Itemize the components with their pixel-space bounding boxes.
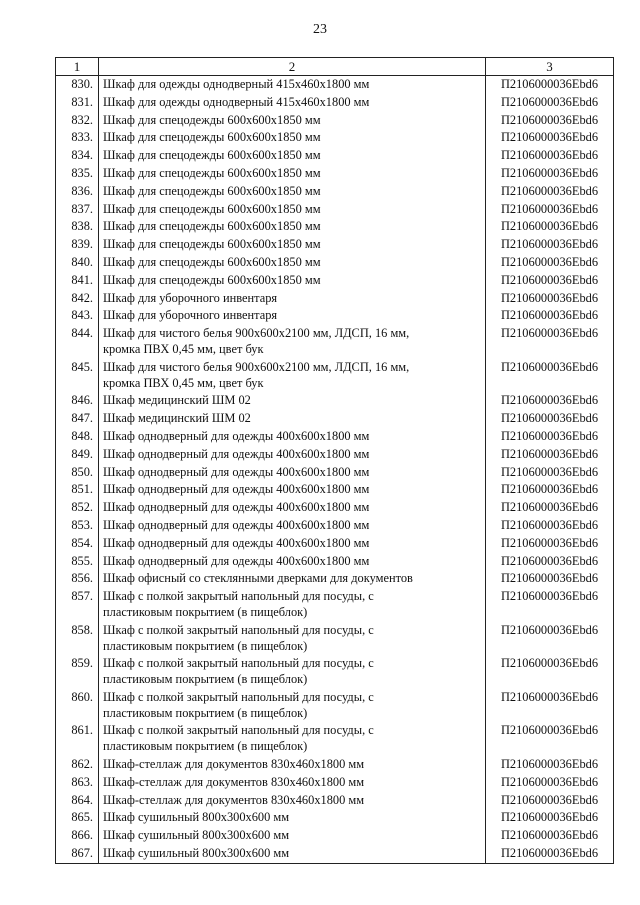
item-name-cell (99, 827, 486, 845)
table-row (56, 94, 614, 112)
item-code: П2106000036Ebd6 (486, 129, 614, 147)
item-name-cell (99, 845, 486, 863)
item-name: Шкаф сушильный 800x300x600 мм (103, 846, 290, 861)
row-number: 833. (56, 129, 99, 147)
item-name: Шкаф для спецодежды 600x600x1850 мм (103, 165, 321, 180)
item-name-cell (99, 622, 486, 656)
item-name-cell (99, 588, 486, 622)
item-name-cell (99, 94, 486, 112)
row-number: 842. (56, 290, 99, 308)
table-row (56, 689, 614, 723)
item-name: Шкаф сушильный 800x300x600 мм (103, 810, 290, 825)
item-name-cell (99, 774, 486, 792)
row-number: 861. (56, 722, 99, 756)
table-row (56, 307, 614, 325)
row-number: 835. (56, 165, 99, 183)
item-code: П2106000036Ebd6 (486, 290, 614, 308)
item-code: П2106000036Ebd6 (486, 464, 614, 482)
row-number: 847. (56, 410, 99, 428)
item-name: Шкаф для спецодежды 600x600x1850 мм (103, 219, 321, 234)
item-name: Шкаф с полкой закрытый напольный для посуды, с пластиковым покрытием (в пищеблок) (103, 589, 374, 620)
row-number: 863. (56, 774, 99, 792)
item-code: П2106000036Ebd6 (486, 689, 614, 723)
row-number: 859. (56, 655, 99, 689)
table-row (56, 481, 614, 499)
row-number: 843. (56, 307, 99, 325)
item-name: Шкаф для спецодежды 600x600x1850 мм (103, 272, 321, 287)
row-number: 837. (56, 201, 99, 219)
table-row (56, 183, 614, 201)
table-row (56, 428, 614, 446)
row-number: 844. (56, 325, 99, 359)
table-row (56, 236, 614, 254)
item-name-cell (99, 218, 486, 236)
item-name-cell (99, 272, 486, 290)
item-name-cell (99, 183, 486, 201)
table-row (56, 392, 614, 410)
column-header-name: 2 (99, 58, 486, 76)
row-number: 855. (56, 553, 99, 571)
table-row (56, 410, 614, 428)
item-name-cell (99, 464, 486, 482)
row-number: 867. (56, 845, 99, 863)
item-code: П2106000036Ebd6 (486, 392, 614, 410)
row-number: 862. (56, 756, 99, 774)
item-name: Шкаф медицинский ШМ 02 (103, 393, 251, 408)
item-name: Шкаф для спецодежды 600x600x1850 мм (103, 237, 321, 252)
row-number: 852. (56, 499, 99, 517)
table-row (56, 254, 614, 272)
item-name-cell (99, 481, 486, 499)
table-row (56, 290, 614, 308)
table-row (56, 655, 614, 689)
row-number: 830. (56, 76, 99, 94)
table-row (56, 809, 614, 827)
item-code: П2106000036Ebd6 (486, 272, 614, 290)
item-name: Шкаф-стеллаж для документов 830x460x1800 мм (103, 792, 365, 807)
item-code: П2106000036Ebd6 (486, 722, 614, 756)
item-name-cell (99, 76, 486, 94)
item-name-cell (99, 570, 486, 588)
item-name: Шкаф сушильный 800x300x600 мм (103, 828, 290, 843)
item-code: П2106000036Ebd6 (486, 809, 614, 827)
row-number: 834. (56, 147, 99, 165)
item-code: П2106000036Ebd6 (486, 410, 614, 428)
item-name-cell (99, 325, 486, 359)
table-row (56, 722, 614, 756)
item-code: П2106000036Ebd6 (486, 446, 614, 464)
table-row (56, 272, 614, 290)
item-name: Шкаф для спецодежды 600x600x1850 мм (103, 254, 321, 269)
table-header (56, 58, 614, 76)
item-code: П2106000036Ebd6 (486, 517, 614, 535)
item-code: П2106000036Ebd6 (486, 325, 614, 359)
item-name-cell (99, 410, 486, 428)
item-code: П2106000036Ebd6 (486, 307, 614, 325)
column-header-code: 3 (486, 58, 614, 76)
row-number: 848. (56, 428, 99, 446)
item-code: П2106000036Ebd6 (486, 218, 614, 236)
table-row (56, 112, 614, 130)
row-number: 840. (56, 254, 99, 272)
table-row (56, 588, 614, 622)
row-number: 851. (56, 481, 99, 499)
table-row (56, 325, 614, 359)
item-name-cell (99, 359, 486, 393)
item-name: Шкаф для спецодежды 600x600x1850 мм (103, 183, 321, 198)
item-name-cell (99, 655, 486, 689)
item-name: Шкаф для одежды однодверный 415x460x1800 мм (103, 94, 370, 109)
item-code: П2106000036Ebd6 (486, 201, 614, 219)
item-name: Шкаф однодверный для одежды 400x600x1800 мм (103, 428, 370, 443)
item-name-cell (99, 290, 486, 308)
row-number: 856. (56, 570, 99, 588)
row-number: 854. (56, 535, 99, 553)
row-number: 860. (56, 689, 99, 723)
item-name-cell (99, 201, 486, 219)
item-code: П2106000036Ebd6 (486, 428, 614, 446)
table-row (56, 517, 614, 535)
item-code: П2106000036Ebd6 (486, 535, 614, 553)
item-code: П2106000036Ebd6 (486, 845, 614, 863)
table-row (56, 359, 614, 393)
table-row (56, 827, 614, 845)
item-name-cell (99, 307, 486, 325)
item-name-cell (99, 689, 486, 723)
page-number: 23 (313, 22, 327, 37)
item-name: Шкаф с полкой закрытый напольный для посуды, с пластиковым покрытием (в пищеблок) (103, 689, 374, 720)
table-row (56, 499, 614, 517)
item-code: П2106000036Ebd6 (486, 94, 614, 112)
item-code: П2106000036Ebd6 (486, 236, 614, 254)
item-code: П2106000036Ebd6 (486, 183, 614, 201)
item-code: П2106000036Ebd6 (486, 254, 614, 272)
row-number: 836. (56, 183, 99, 201)
item-name: Шкаф для одежды однодверный 415x460x1800 мм (103, 77, 370, 91)
item-name: Шкаф однодверный для одежды 400x600x1800 мм (103, 464, 370, 479)
item-name: Шкаф-стеллаж для документов 830x460x1800 мм (103, 774, 365, 789)
item-name-cell (99, 147, 486, 165)
row-number: 866. (56, 827, 99, 845)
row-number: 857. (56, 588, 99, 622)
row-number: 841. (56, 272, 99, 290)
item-name-cell (99, 446, 486, 464)
item-name: Шкаф офисный со стеклянными дверками для документов (103, 571, 413, 586)
item-code: П2106000036Ebd6 (486, 774, 614, 792)
item-name: Шкаф для спецодежды 600x600x1850 мм (103, 112, 321, 127)
table-row (56, 201, 614, 219)
table-row (56, 76, 614, 94)
table-row (56, 464, 614, 482)
item-name: Шкаф для чистого белья 900x600x2100 мм, ЛДСП, 16 мм, кромка ПВХ 0,45 мм, цвет бук (103, 359, 410, 390)
item-code: П2106000036Ebd6 (486, 792, 614, 810)
item-code: П2106000036Ebd6 (486, 165, 614, 183)
item-name: Шкаф медицинский ШМ 02 (103, 411, 251, 426)
item-code: П2106000036Ebd6 (486, 147, 614, 165)
item-name-cell (99, 756, 486, 774)
item-name-cell (99, 517, 486, 535)
item-name: Шкаф с полкой закрытый напольный для посуды, с пластиковым покрытием (в пищеблок) (103, 656, 374, 687)
item-name: Шкаф для спецодежды 600x600x1850 мм (103, 130, 321, 145)
item-code: П2106000036Ebd6 (486, 570, 614, 588)
items-table (55, 57, 614, 864)
table-row (56, 570, 614, 588)
table-row (56, 446, 614, 464)
item-code: П2106000036Ebd6 (486, 112, 614, 130)
item-name: Шкаф однодверный для одежды 400x600x1800 мм (103, 446, 370, 461)
item-name-cell (99, 165, 486, 183)
item-name-cell (99, 112, 486, 130)
item-code: П2106000036Ebd6 (486, 481, 614, 499)
item-name-cell (99, 428, 486, 446)
item-name: Шкаф для чистого белья 900x600x2100 мм, ЛДСП, 16 мм, кромка ПВХ 0,45 мм, цвет бук (103, 326, 410, 357)
item-name: Шкаф однодверный для одежды 400x600x1800 мм (103, 500, 370, 515)
table-row (56, 756, 614, 774)
row-number: 845. (56, 359, 99, 393)
item-name: Шкаф для уборочного инвентаря (103, 290, 278, 305)
item-code: П2106000036Ebd6 (486, 499, 614, 517)
row-number: 831. (56, 94, 99, 112)
item-code: П2106000036Ebd6 (486, 359, 614, 393)
row-number: 846. (56, 392, 99, 410)
table-row (56, 774, 614, 792)
row-number: 865. (56, 809, 99, 827)
item-name-cell (99, 792, 486, 810)
table-row (56, 792, 614, 810)
item-name: Шкаф для уборочного инвентаря (103, 308, 278, 323)
item-name: Шкаф с полкой закрытый напольный для посуды, с пластиковым покрытием (в пищеблок) (103, 723, 374, 754)
row-number: 849. (56, 446, 99, 464)
item-code: П2106000036Ebd6 (486, 827, 614, 845)
item-name-cell (99, 553, 486, 571)
row-number: 864. (56, 792, 99, 810)
table-row (56, 845, 614, 863)
row-number: 839. (56, 236, 99, 254)
item-name-cell (99, 499, 486, 517)
table-body (56, 76, 614, 864)
row-number: 853. (56, 517, 99, 535)
item-name-cell (99, 254, 486, 272)
column-header-number: 1 (56, 58, 99, 76)
item-name-cell (99, 535, 486, 553)
row-number: 858. (56, 622, 99, 656)
item-name-cell (99, 809, 486, 827)
table-row (56, 147, 614, 165)
item-name: Шкаф однодверный для одежды 400x600x1800 мм (103, 553, 370, 568)
item-name: Шкаф для спецодежды 600x600x1850 мм (103, 148, 321, 163)
item-code: П2106000036Ebd6 (486, 553, 614, 571)
table-row (56, 165, 614, 183)
table-row (56, 218, 614, 236)
table-row (56, 129, 614, 147)
item-name: Шкаф для спецодежды 600x600x1850 мм (103, 201, 321, 216)
row-number: 838. (56, 218, 99, 236)
item-code: П2106000036Ebd6 (486, 756, 614, 774)
item-name: Шкаф однодверный для одежды 400x600x1800 мм (103, 482, 370, 497)
item-name-cell (99, 392, 486, 410)
item-name: Шкаф-стеллаж для документов 830x460x1800 мм (103, 757, 365, 772)
item-code: П2106000036Ebd6 (486, 588, 614, 622)
item-name-cell (99, 722, 486, 756)
row-number: 832. (56, 112, 99, 130)
item-code: П2106000036Ebd6 (486, 76, 614, 94)
item-name-cell (99, 129, 486, 147)
table-row (56, 535, 614, 553)
item-name: Шкаф с полкой закрытый напольный для посуды, с пластиковым покрытием (в пищеблок) (103, 622, 374, 653)
item-code: П2106000036Ebd6 (486, 622, 614, 656)
table-row (56, 622, 614, 656)
item-code: П2106000036Ebd6 (486, 655, 614, 689)
item-name-cell (99, 236, 486, 254)
item-name: Шкаф однодверный для одежды 400x600x1800 мм (103, 517, 370, 532)
table-row (56, 553, 614, 571)
item-name: Шкаф однодверный для одежды 400x600x1800 мм (103, 535, 370, 550)
row-number: 850. (56, 464, 99, 482)
